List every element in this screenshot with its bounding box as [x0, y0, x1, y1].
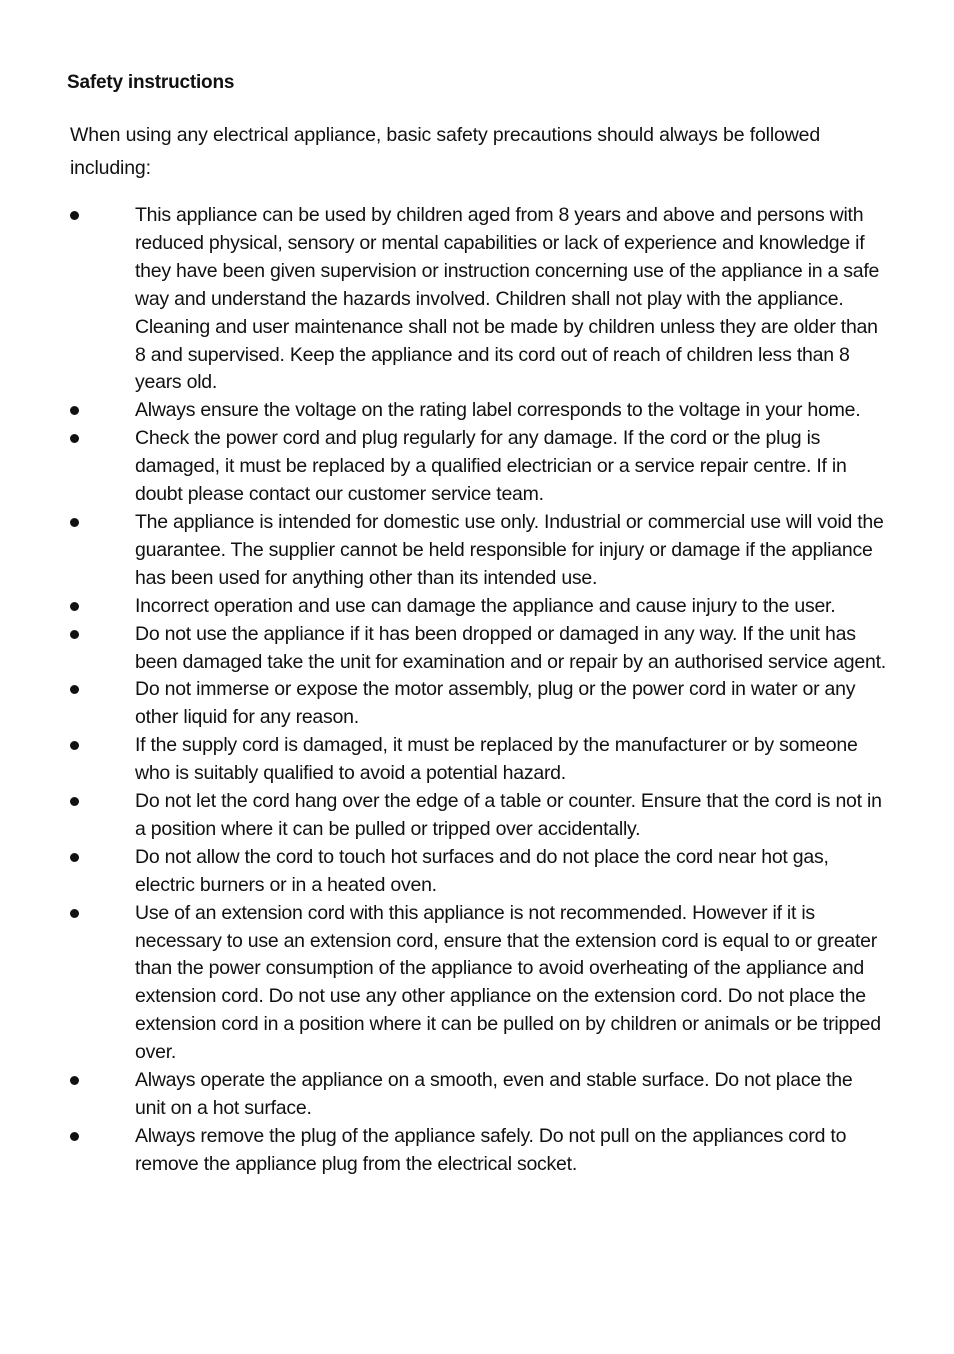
list-item-text: Do not use the appliance if it has been dropped or damaged in any way. If the unit has been damaged take the unit for examination and or repair by an authorised service agent.	[135, 622, 886, 673]
list-item-text: Do not let the cord hang over the edge of a table or counter. Ensure that the cord is not in a position where it can be pulled or tripped over accidentally.	[135, 790, 882, 840]
bullet-icon	[70, 1076, 79, 1085]
section-heading: Safety instructions	[67, 72, 235, 93]
bullet-icon	[70, 630, 79, 639]
list-item-text: Always operate the appliance on a smooth, even and stable surface. Do not place the unit on a hot surface.	[135, 1069, 853, 1119]
list-item	[0, 900, 954, 1067]
list-item-text: Do not allow the cord to touch hot surfaces and do not place the cord near hot gas, electric burners or in a heated oven.	[135, 845, 829, 896]
bullet-icon	[70, 685, 79, 694]
list-item	[0, 509, 954, 593]
list-item	[0, 844, 954, 900]
list-item-text: Do not immerse or expose the motor assembly, plug or the power cord in water or any other liquid for any reason.	[135, 678, 856, 729]
bullet-icon	[70, 434, 79, 443]
list-item-text: Always ensure the voltage on the rating label corresponds to the voltage in your home.	[135, 399, 861, 422]
bullet-icon	[70, 518, 79, 527]
bullet-icon	[70, 797, 79, 806]
list-item	[0, 593, 954, 621]
bullet-icon	[70, 853, 79, 862]
list-item-text: This appliance can be used by children aged from 8 years and above and persons with reduced physical, sensory or mental capabilities or lack of experience and knowledge if they have been given supervision or instruction concerning use of the appliance in a safe way and understand the hazards involved. Children shall not play with the appliance. Cleaning and user maintenance shall not be made by children unless they are older than 8 and supervised. Keep the appliance and its cord out of reach of children less than 8 years old.	[135, 204, 880, 394]
list-item	[0, 1067, 954, 1123]
list-item-text: Always remove the plug of the appliance safely. Do not pull on the appliances cord to remove the appliance plug from the electrical socket.	[135, 1124, 847, 1175]
list-item	[0, 676, 954, 732]
list-item	[0, 202, 954, 397]
intro-paragraph: When using any electrical appliance, basic safety precautions should always be followed including:	[70, 124, 821, 179]
list-item-text: Incorrect operation and use can damage the appliance and cause injury to the user.	[135, 594, 836, 617]
list-item-text: The appliance is intended for domestic use only. Industrial or commercial use will void the guarantee. The supplier cannot be held responsible for injury or damage if the appliance has been used for anything other than its intended use.	[135, 510, 884, 589]
list-item	[0, 788, 954, 844]
bullet-icon	[70, 909, 79, 918]
bullet-icon	[70, 406, 79, 415]
list-item-text: If the supply cord is damaged, it must be replaced by the manufacturer or by someone who is suitably qualified to avoid a potential hazard.	[135, 734, 858, 785]
bullet-icon	[70, 602, 79, 611]
bullet-icon	[70, 211, 79, 220]
list-item	[0, 621, 954, 677]
list-item	[0, 732, 954, 788]
list-item	[0, 1123, 954, 1179]
bullet-icon	[70, 741, 79, 750]
list-item	[0, 397, 954, 425]
safety-list	[0, 202, 954, 1179]
list-item-text: Use of an extension cord with this appliance is not recommended. However if it is necessary to use an extension cord, ensure that the extension cord is equal to or greater than the power consumption of the appliance to avoid overheating of the appliance and extension cord. Do not use any other appliance on the extension cord. Do not place the extension cord in a position where it can be pulled on by children or animals or be tripped over.	[135, 901, 881, 1064]
list-item-text: Check the power cord and plug regularly for any damage. If the cord or the plug is damaged, it must be replaced by a qualified electrician or a service repair centre. If in doubt please contact our customer service team.	[135, 427, 847, 506]
list-item	[0, 425, 954, 509]
bullet-icon	[70, 1132, 79, 1141]
